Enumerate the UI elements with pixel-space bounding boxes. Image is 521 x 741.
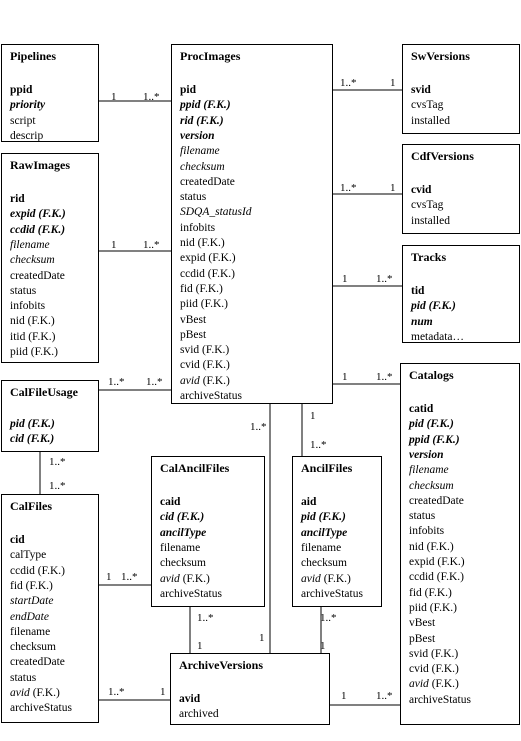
entity-field: avid (F.K.)	[10, 687, 60, 699]
mult-rawimages-many: 1..*	[143, 239, 160, 251]
mult-pipelines-one: 1	[111, 91, 117, 103]
entity-field: svid (F.K.)	[180, 344, 230, 357]
entity-field: ppid (F.K.)	[180, 99, 231, 112]
entity-procimages	[171, 44, 333, 404]
entity-field: nid (F.K.)	[10, 315, 55, 328]
entity-field: archiveStatus	[160, 587, 222, 600]
entity-field: script	[10, 114, 36, 127]
entity-field: pid (F.K.)	[301, 511, 346, 524]
mult-calfileusage-down: 1..*	[49, 456, 66, 468]
entity-title: RawImages	[10, 158, 70, 172]
entity-field: pid	[180, 84, 196, 96]
entity-title: AncilFiles	[301, 461, 353, 475]
entity-title: CalAncilFiles	[160, 461, 230, 475]
mult-cdfversions-many: 1..*	[340, 182, 357, 194]
mult-calfiles-calancil-many: 1..*	[121, 571, 138, 583]
entity-field: status	[10, 284, 37, 297]
entity-field: infobits	[409, 525, 445, 538]
mult-calfiles-archive-many: 1..*	[108, 686, 125, 698]
entity-field: expid (F.K.)	[10, 208, 66, 221]
entity-rawimages	[1, 153, 99, 363]
mult-swversions-many: 1..*	[340, 77, 357, 89]
entity-field: piid (F.K.)	[180, 298, 228, 311]
entity-field: createdDate	[180, 175, 235, 188]
entity-field: expid (F.K.)	[409, 556, 465, 568]
entity-field: caid	[160, 496, 181, 508]
entity-field: createdDate	[10, 656, 65, 669]
entity-field: aid	[301, 496, 317, 508]
entity-field: infobits	[180, 221, 216, 234]
entity-field: itid (F.K.)	[10, 330, 56, 343]
entity-field: checksum	[180, 160, 225, 173]
entity-field: filename	[180, 145, 220, 158]
entity-field: catid	[409, 403, 434, 415]
mult-pipelines-many: 1..*	[143, 91, 160, 103]
mult-ancilfiles-many: 1..*	[310, 439, 327, 451]
entity-catalogs	[400, 363, 520, 725]
entity-title: Tracks	[411, 250, 447, 264]
entity-pipelines	[1, 44, 99, 142]
entity-field: cvid	[411, 184, 432, 196]
mult-cdfversions-one: 1	[390, 182, 396, 194]
entity-field: fid (F.K.)	[180, 282, 223, 295]
mult-catalogs-many: 1..*	[376, 371, 393, 383]
entity-calfileusage	[1, 380, 99, 452]
mult-procimages-archive-many: 1..*	[250, 421, 267, 433]
entity-field: cid (F.K.)	[160, 511, 205, 524]
mult-tracks-one: 1	[342, 273, 348, 285]
entity-field: ccdid (F.K.)	[10, 223, 66, 236]
entity-field: checksum	[10, 254, 55, 267]
entity-field: status	[409, 510, 436, 523]
entity-title: Pipelines	[10, 49, 57, 63]
entity-field: avid (F.K.)	[160, 572, 210, 585]
entity-field: num	[411, 315, 433, 328]
mult-archive-catalogs-one: 1	[341, 690, 347, 702]
entity-field: rid	[10, 193, 25, 205]
entity-field: installed	[411, 214, 450, 227]
entity-field: avid	[179, 693, 201, 705]
entity-field: avid (F.K.)	[301, 572, 351, 585]
mult-calfileusage-left: 1..*	[108, 376, 125, 388]
entity-field: piid (F.K.)	[10, 346, 58, 358]
mult-calancil-archive-many: 1..*	[197, 612, 214, 624]
mult-ancilfiles-one: 1	[310, 410, 316, 422]
entity-field: filename	[160, 541, 201, 554]
entity-field: checksum	[301, 557, 347, 570]
entity-field: ccdid (F.K.)	[10, 564, 65, 577]
entity-field: cvid (F.K.)	[409, 663, 459, 676]
mult-calfileusage-right: 1..*	[146, 376, 163, 388]
entity-field: archiveStatus	[409, 693, 471, 706]
entity-title: ProcImages	[180, 49, 241, 63]
mult-archive-catalogs-many: 1..*	[376, 690, 393, 702]
entity-title: CdfVersions	[411, 149, 474, 163]
entity-title: CalFiles	[10, 499, 52, 513]
mult-calfiles-archive-one: 1	[160, 686, 166, 698]
entity-field: filename	[409, 464, 449, 477]
entity-field: pid (F.K.)	[10, 418, 55, 430]
entity-field: rid (F.K.)	[180, 114, 224, 127]
entity-field: checksum	[409, 479, 454, 492]
entity-field: piid (F.K.)	[409, 601, 457, 614]
entity-calancilfiles	[151, 456, 265, 607]
entity-swversions	[402, 44, 520, 134]
entity-calfiles	[1, 494, 99, 723]
entity-field: cvsTag	[411, 199, 444, 212]
entity-field: checksum	[10, 641, 56, 654]
entity-field: avid (F.K.)	[409, 678, 459, 691]
entity-field: cid	[10, 534, 25, 546]
entity-field: descrip	[10, 129, 44, 142]
entity-title: ArchiveVersions	[179, 658, 263, 672]
entity-field: createdDate	[10, 269, 65, 282]
entity-field: archiveStatus	[301, 587, 363, 600]
entity-field: ancilType	[301, 526, 348, 539]
entity-field: tid	[411, 285, 425, 297]
entity-field: priority	[10, 99, 46, 112]
entity-field: calType	[10, 549, 47, 562]
entity-field: avid (F.K.)	[180, 374, 230, 387]
entity-field: SDQA_statusId	[180, 206, 252, 219]
entity-field: fid (F.K.)	[10, 579, 53, 592]
mult-swversions-one: 1	[390, 77, 396, 89]
mult-calancil-archive-one: 1	[197, 640, 203, 652]
entity-field: svid (F.K.)	[409, 647, 459, 660]
mult-calfiles-up: 1..*	[49, 480, 66, 492]
entity-cdfversions	[402, 144, 520, 234]
entity-field: filename	[10, 238, 50, 251]
entity-field: infobits	[10, 300, 46, 313]
entity-field: ccdid (F.K.)	[409, 571, 464, 584]
mult-ancil-archive-one: 1	[320, 640, 326, 652]
entity-field: metadata…	[411, 330, 465, 343]
entity-field: archived	[179, 708, 219, 721]
mult-calfiles-calancil-one: 1	[106, 571, 112, 583]
entity-field: installed	[411, 114, 450, 127]
entity-field: vBest	[409, 617, 436, 630]
mult-catalogs-one: 1	[342, 371, 348, 383]
entity-field: pid (F.K.)	[409, 418, 454, 431]
entity-title: Catalogs	[409, 368, 454, 382]
entity-field: version	[409, 448, 444, 461]
mult-procimages-archive-one: 1	[259, 632, 265, 644]
entity-title: SwVersions	[411, 49, 470, 63]
entity-field: filename	[10, 625, 51, 638]
entity-field: ccdid (F.K.)	[180, 267, 235, 280]
entity-field: svid	[411, 84, 431, 96]
entity-field: cvid (F.K.)	[180, 359, 230, 372]
entity-field: createdDate	[409, 494, 464, 507]
entity-field: endDate	[10, 610, 49, 623]
entity-title: CalFileUsage	[10, 385, 78, 399]
entity-field: cid (F.K.)	[10, 433, 55, 446]
entity-field: checksum	[160, 557, 206, 570]
entity-archiveversions	[170, 653, 330, 725]
entity-field: ppid (F.K.)	[409, 433, 460, 446]
entity-field: cvsTag	[411, 99, 444, 112]
entity-ancilfiles	[292, 456, 382, 607]
mult-tracks-many: 1..*	[376, 273, 393, 285]
entity-field: ancilType	[160, 526, 207, 539]
mult-rawimages-one: 1	[111, 239, 117, 251]
entity-field: archiveStatus	[180, 390, 242, 402]
entity-field: ppid	[10, 84, 33, 96]
mult-ancil-archive-many: 1..*	[320, 612, 337, 624]
entity-field: nid (F.K.)	[180, 237, 225, 249]
entity-field: archiveStatus	[10, 702, 72, 715]
entity-field: pid (F.K.)	[411, 300, 456, 313]
entity-field: status	[10, 671, 37, 684]
entity-field: version	[180, 129, 215, 142]
entity-field: fid (F.K.)	[409, 586, 452, 599]
entity-field: nid (F.K.)	[409, 540, 454, 553]
entity-field: status	[180, 191, 207, 204]
entity-field: filename	[301, 541, 342, 554]
entity-field: vBest	[180, 313, 207, 326]
entity-field: pBest	[180, 328, 207, 341]
entity-tracks	[402, 245, 520, 343]
entity-field: startDate	[10, 595, 54, 608]
entity-field: expid (F.K.)	[180, 252, 236, 265]
entity-field: pBest	[409, 632, 436, 645]
